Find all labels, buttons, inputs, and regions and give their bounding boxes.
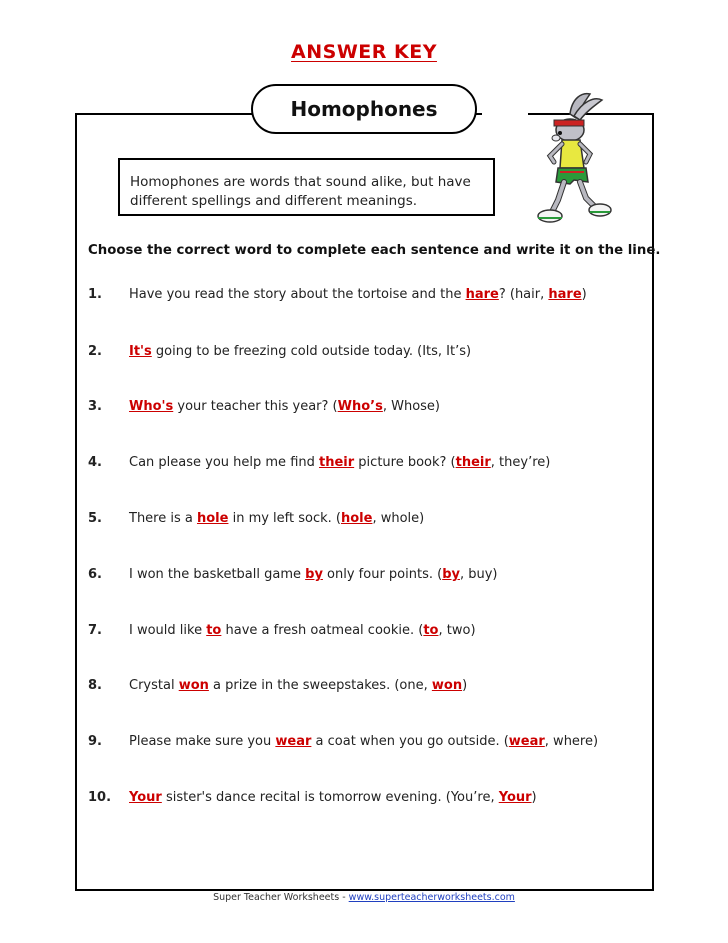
- question-number: 1.: [88, 287, 102, 302]
- answer-word: won: [178, 678, 209, 693]
- answer-word: their: [319, 455, 355, 470]
- answer-option: wear: [508, 734, 545, 749]
- question-number: 9.: [88, 734, 102, 749]
- definition-box: [118, 158, 495, 216]
- page-title: Homophones: [251, 84, 477, 134]
- answer-option: hare: [548, 287, 582, 302]
- answer-word: hare: [465, 287, 499, 302]
- question-number: 4.: [88, 455, 102, 470]
- footer-text: Super Teacher Worksheets -: [213, 892, 349, 903]
- answer-word: It's: [129, 344, 152, 359]
- answer-option: hole: [340, 511, 373, 526]
- answer-word: Who's: [129, 399, 174, 414]
- rabbit-runner-illustration: [530, 88, 614, 238]
- frame-gap: [482, 110, 528, 116]
- footer: [0, 892, 728, 903]
- question-number: 2.: [88, 344, 102, 359]
- question-number: 7.: [88, 623, 102, 638]
- question-number: 3.: [88, 399, 102, 414]
- definition-line-1: Homophones are words that sound alike, but have: [130, 174, 471, 190]
- answer-option: to: [423, 623, 439, 638]
- answer-key-heading: ANSWER KEY: [291, 41, 437, 63]
- answer-word: by: [305, 567, 323, 582]
- answer-option: by: [442, 567, 460, 582]
- question-number: 8.: [88, 678, 102, 693]
- answer-word: to: [206, 623, 222, 638]
- instructions: Choose the correct word to complete each sentence and write it on the line.: [88, 243, 661, 258]
- answer-option: Who’s: [337, 399, 383, 414]
- answer-word: hole: [196, 511, 229, 526]
- question-number: 6.: [88, 567, 102, 582]
- answer-option: Your: [498, 790, 532, 805]
- answer-word: wear: [275, 734, 312, 749]
- answer-word: Your: [129, 790, 162, 805]
- answer-option: their: [455, 455, 491, 470]
- question-number: 10.: [88, 790, 112, 805]
- definition-line-2: different spellings and different meanings.: [130, 193, 418, 209]
- question-number: 5.: [88, 511, 102, 526]
- answer-option: won: [431, 678, 463, 693]
- footer-link[interactable]: www.superteacherworksheets.com: [348, 892, 515, 903]
